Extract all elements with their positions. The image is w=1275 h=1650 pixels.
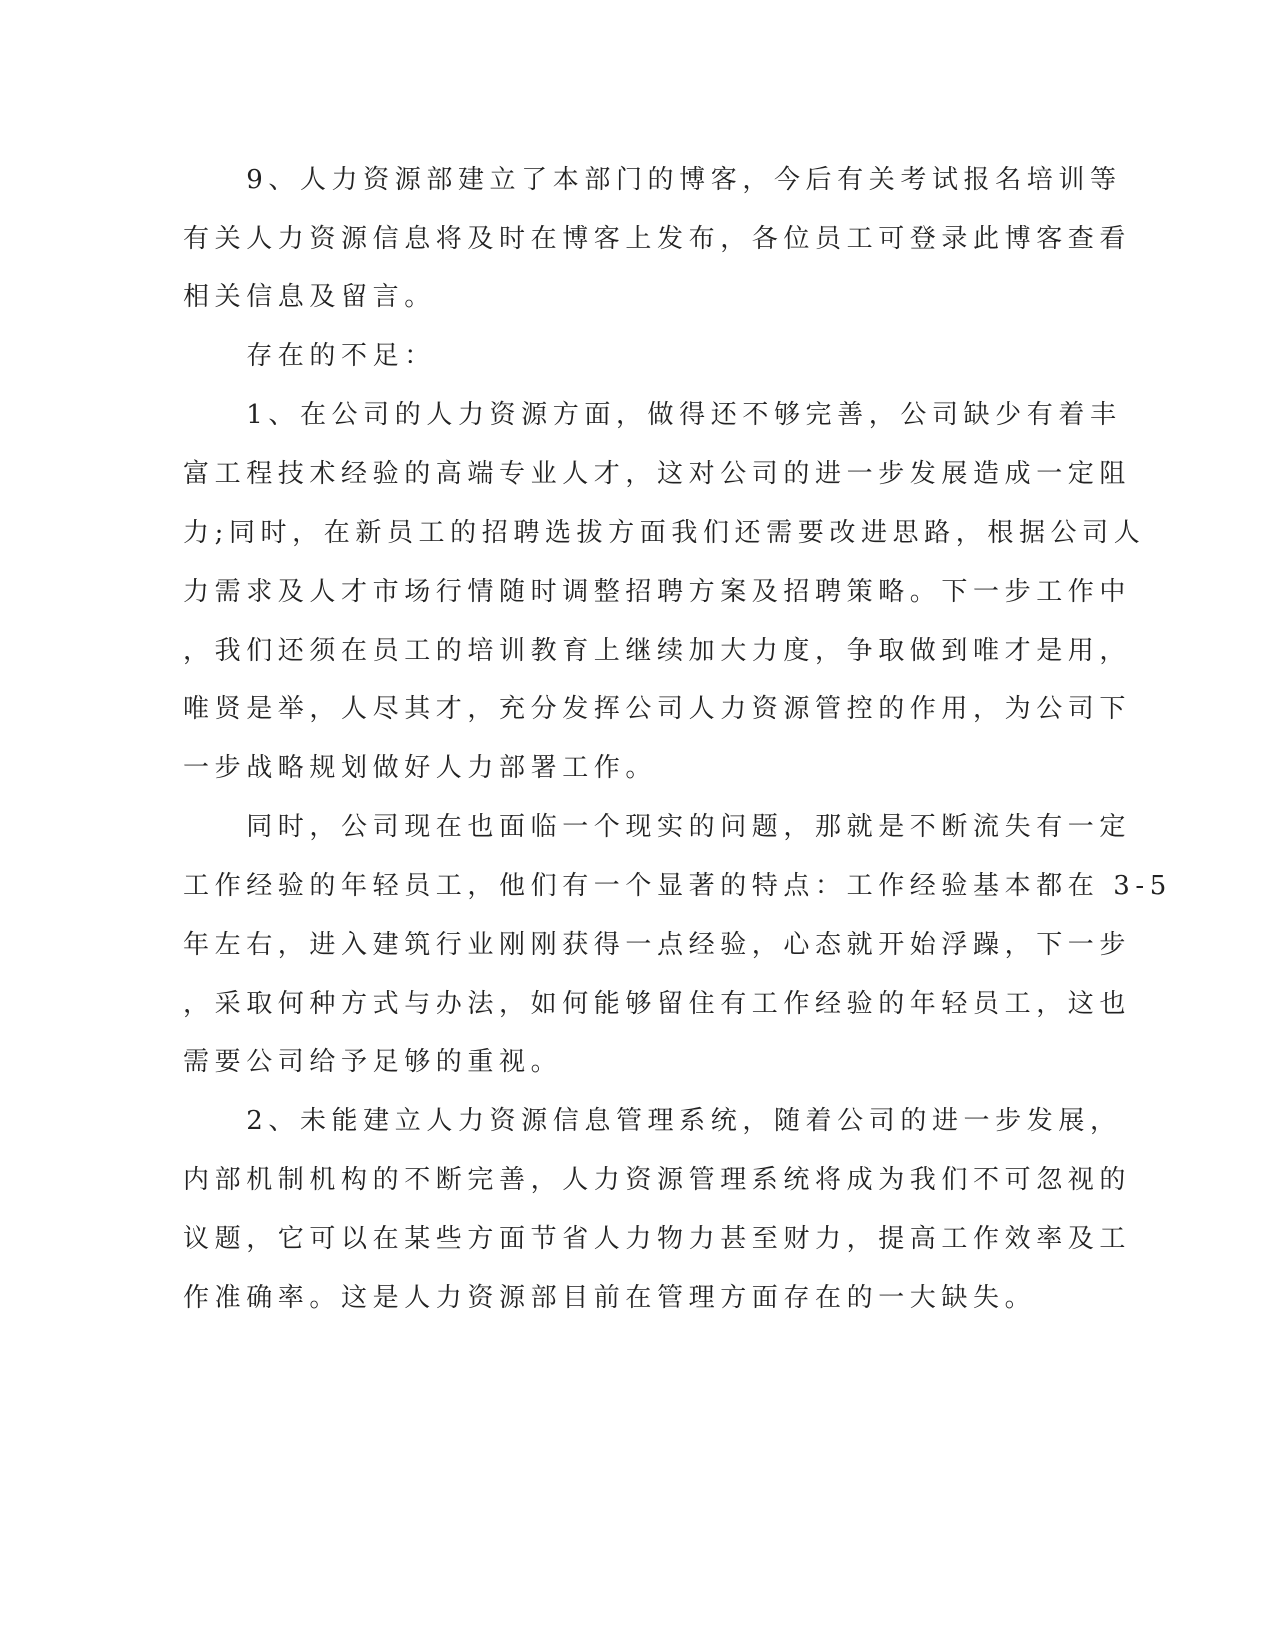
text-line: 议题，它可以在某些方面节省人力物力甚至财力，提高工作效率及工 — [183, 1224, 1132, 1254]
text-line: 唯贤是举，人尽其才，充分发挥公司人力资源管控的作用，为公司下 — [183, 694, 1132, 724]
text-line: 2、未能建立人力资源信息管理系统，随着公司的进一步发展， — [183, 1106, 1122, 1136]
text-line: 需要公司给予足够的重视。 — [183, 1047, 563, 1077]
text-line: 存在的不足： — [183, 341, 436, 371]
text-line: 工作经验的年轻员工，他们有一个显著的特点：工作经验基本都在 3-5 — [183, 871, 1172, 901]
text-line: 内部机制机构的不断完善，人力资源管理系统将成为我们不可忽视的 — [183, 1165, 1132, 1195]
text-line: ，我们还须在员工的培训教育上继续加大力度，争取做到唯才是用， — [183, 636, 1132, 666]
text-line: 力;同时，在新员工的招聘选拔方面我们还需要改进思路，根据公司人 — [183, 518, 1146, 548]
text-line: 有关人力资源信息将及时在博客上发布，各位员工可登录此博客查看 — [183, 224, 1132, 254]
text-line: 一步战略规划做好人力部署工作。 — [183, 753, 658, 783]
text-line: 相关信息及留言。 — [183, 282, 436, 312]
text-line: ，采取何种方式与办法，如何能够留住有工作经验的年轻员工，这也 — [183, 989, 1132, 1019]
text-line: 力需求及人才市场行情随时调整招聘方案及招聘策略。下一步工作中 — [183, 577, 1132, 607]
text-line: 年左右，进入建筑行业刚刚获得一点经验，心态就开始浮躁，下一步 — [183, 930, 1132, 960]
text-line: 富工程技术经验的高端专业人才，这对公司的进一步发展造成一定阻 — [183, 459, 1132, 489]
text-line: 1、在公司的人力资源方面，做得还不够完善，公司缺少有着丰 — [183, 400, 1122, 430]
text-line: 作准确率。这是人力资源部目前在管理方面存在的一大缺失。 — [183, 1283, 1037, 1313]
text-line: 同时，公司现在也面临一个现实的问题，那就是不断流失有一定 — [183, 812, 1132, 842]
text-line: 9、人力资源部建立了本部门的博客，今后有关考试报名培训等 — [183, 165, 1122, 195]
